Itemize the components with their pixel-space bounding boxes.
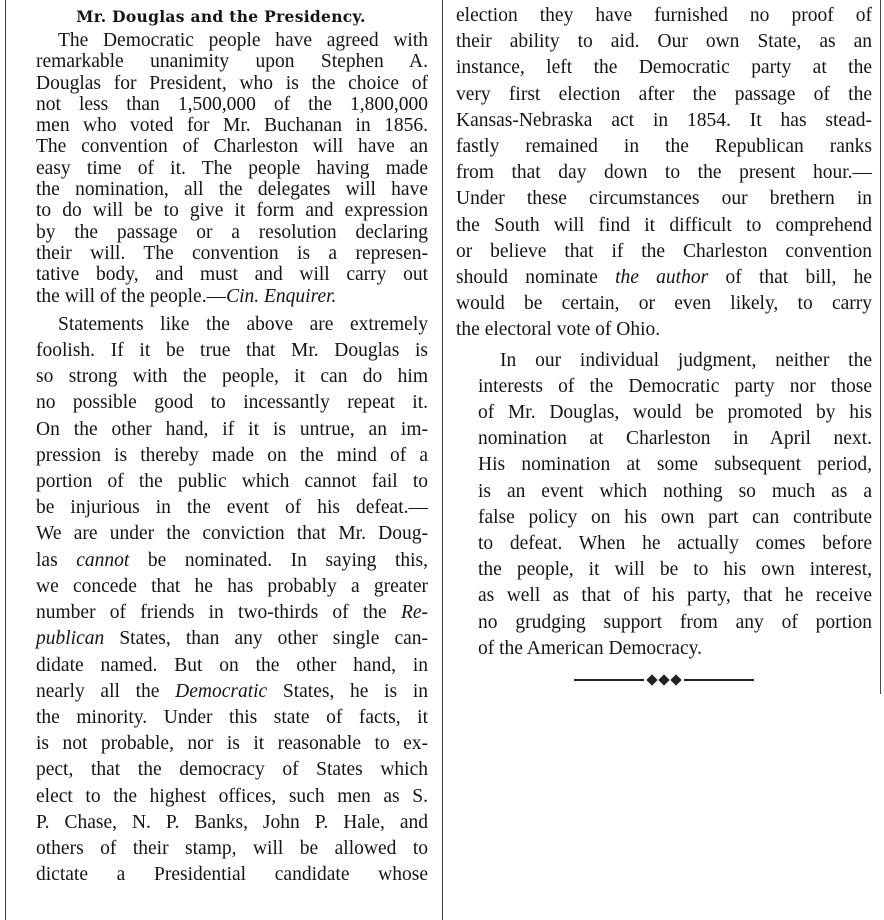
text-line: is an event which nothing so much as a (478, 480, 872, 502)
emphasis-text: the author (615, 267, 709, 289)
emphasis-text: cannot (76, 549, 130, 571)
text-segment: States, he is in (282, 680, 428, 702)
text-line: Statements like the above are extremely (58, 313, 428, 335)
text-line: didate named. But on the other hand, in (36, 654, 428, 676)
text-line: the nomination, all the delegates will have (36, 179, 428, 201)
text-line: Douglas for President, who is the choice of (36, 72, 428, 94)
text-line: would be certain, or even likely, to carry (456, 293, 872, 315)
text-line: not less than 1,500,000 of the 1,800,000 (36, 93, 428, 115)
text-line: foolish. If it be true that Mr. Douglas is (36, 340, 428, 362)
judgment-paragraph (456, 348, 872, 662)
text-segment: the will of the people.— (36, 285, 227, 307)
text-line: portion of the public which cannot fail to (36, 471, 428, 493)
text-segment: States, than any other single can- (119, 628, 428, 650)
text-line (14, 548, 428, 574)
text-line: The convention of Charleston will have an (36, 136, 428, 158)
ornament-rule (684, 679, 754, 681)
text-segment: be nominated. In saying this, (147, 549, 428, 571)
text-line (14, 600, 428, 626)
emphasis-text: Democratic (175, 680, 268, 702)
text-line: or believe that if the Charleston convention (456, 240, 872, 262)
text-line: their ability to aid. Our own State, as an (456, 31, 872, 53)
text-line: men who voted for Mr. Buchanan in 1856. (36, 115, 428, 137)
text-line: The Democratic people have agreed with (58, 30, 428, 51)
ornament-diamond (658, 674, 669, 685)
text-line: interests of the Democratic party nor those (478, 375, 872, 397)
text-line: of the American Democracy. (478, 637, 702, 659)
text-line: P. Chase, N. P. Banks, John P. Hale, and (36, 811, 428, 833)
text-line: no grudging support from any of portion (478, 611, 872, 633)
text-line: others of their stamp, will be allowed to (36, 837, 428, 859)
text-segment: nearly all the (36, 680, 160, 702)
source-attribution: Cin. Enquirer. (226, 285, 337, 307)
text-line: we concede that he has probably a greater (36, 575, 428, 597)
continued-paragraph (456, 3, 872, 344)
text-line (14, 679, 428, 705)
text-line: fastly remained in the Republican ranks (456, 136, 872, 158)
emphasis-text: publican (36, 628, 105, 650)
ornament-diamond (646, 674, 657, 685)
text-line: We are under the conviction that Mr. Doug- (36, 523, 428, 545)
text-line: instance, left the Democratic party at the (456, 57, 872, 79)
text-line: to do will be to give it form and expression (36, 200, 428, 222)
text-line (14, 286, 428, 307)
end-of-article-ornament (564, 676, 764, 684)
text-line: In our individual judgment, neither the (500, 349, 872, 371)
text-line: the electoral vote of Ohio. (456, 319, 661, 341)
column-divider-rule (442, 0, 443, 920)
right-column-rule (880, 0, 881, 694)
text-line (456, 265, 872, 291)
text-line: is not probable, nor is it reasonable to ex- (36, 733, 428, 755)
editorial-paragraph (14, 312, 428, 888)
text-line: Kansas-Nebraska act in 1854. It has stead- (456, 109, 872, 131)
quoted-paragraph (14, 30, 428, 307)
text-line: pect, that the democracy of States which (36, 759, 428, 781)
text-segment: number of friends in two-thirds of the (36, 602, 387, 624)
text-segment: of that bill, he (725, 267, 872, 289)
left-column (14, 0, 428, 888)
text-line: elect to the highest offices, such men as S. (36, 785, 428, 807)
text-line: to defeat. When he actually comes before (478, 533, 872, 555)
article-headline: Mr. Douglas and the Presidency. (76, 7, 366, 26)
text-line: from that day down to the present hour.— (456, 162, 872, 184)
text-line: be injurious in the event of his defeat.— (36, 497, 428, 519)
text-line: remarkable unanimity upon Stephen A. (36, 51, 428, 73)
text-line: His nomination at some subsequent period, (478, 454, 872, 476)
ornament-diamond (670, 674, 681, 685)
text-line: Under these circumstances our brethern in (456, 188, 872, 210)
text-line: dictate a Presidential candidate whose (36, 864, 428, 886)
text-line: On the other hand, if it is untrue, an im- (36, 418, 428, 440)
text-line: election they have furnished no proof of (456, 5, 872, 26)
emphasis-text: Re- (400, 602, 429, 624)
text-line: of Mr. Douglas, would be promoted by his (478, 402, 872, 424)
left-column-rule (5, 0, 6, 920)
text-line: by the passage or a resolution declaring (36, 221, 428, 243)
text-line: nomination at Charleston in April next. (478, 428, 872, 450)
text-line: tative body, and must and will carry out (36, 264, 428, 286)
text-line: the South will find it difficult to comprehend (456, 214, 872, 236)
text-line: so strong with the people, it can do him (36, 366, 428, 388)
right-column (456, 0, 872, 684)
text-line: easy time of it. The people having made (36, 157, 428, 179)
text-line (14, 626, 428, 652)
text-line: their will. The convention is a represen- (36, 242, 428, 264)
text-line: pression is thereby made on the mind of a (36, 444, 428, 466)
text-line: as well as that of his party, that he receive (478, 585, 872, 607)
text-line: no possible good to incessantly repeat it. (36, 392, 428, 414)
ornament-rule (574, 679, 644, 681)
text-line: the minority. Under this state of facts, it (36, 706, 428, 728)
text-line: the people, it will be to his own interest, (478, 559, 872, 581)
text-segment: las (36, 549, 58, 571)
text-segment: should nominate (456, 267, 598, 289)
text-line: very first election after the passage of the (456, 83, 872, 105)
text-line: false policy on his own part can contribute (478, 506, 872, 528)
